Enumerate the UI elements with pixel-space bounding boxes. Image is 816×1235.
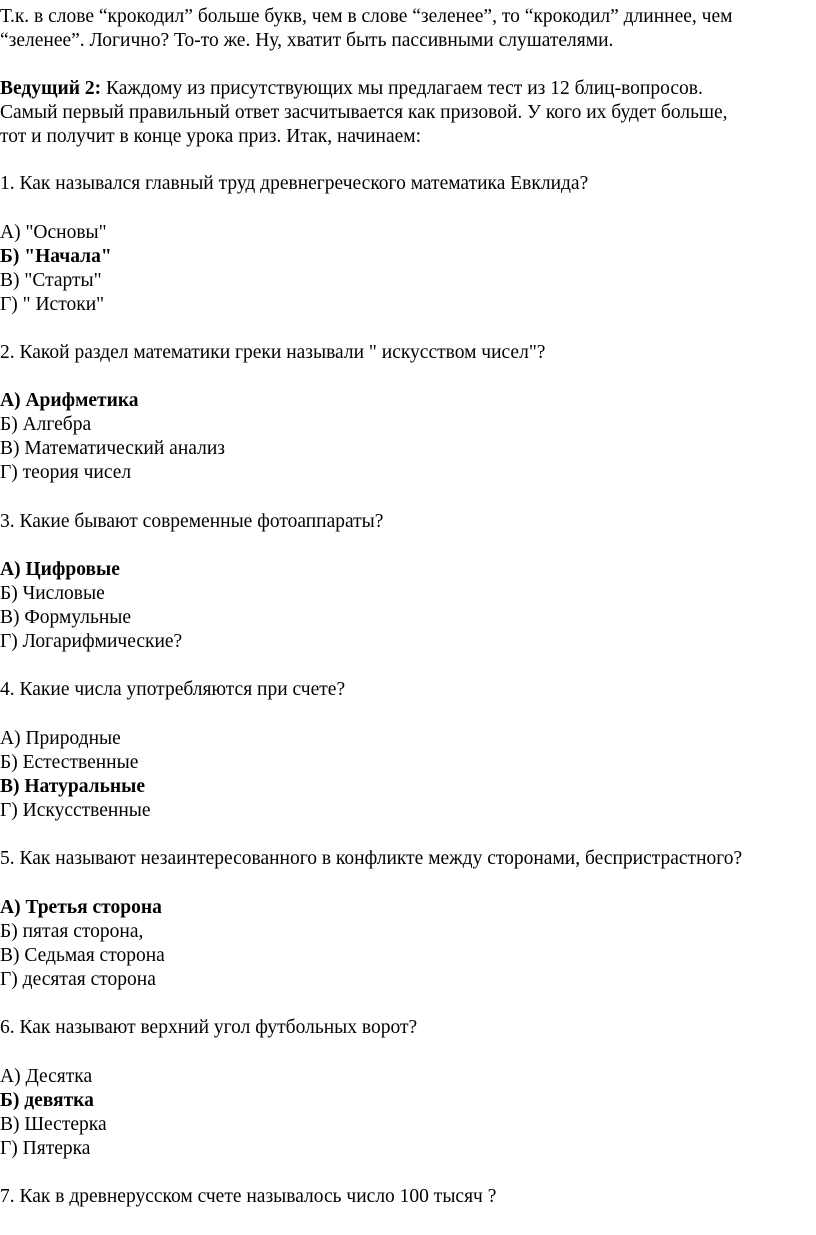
question-6-option-b-correct: Б) девятка <box>0 1090 94 1111</box>
intro-line-2: “зеленее”. Логично? То-то же. Ну, хватит быть пассивными слушателями. <box>0 30 614 51</box>
question-4-option-a: А) Природные <box>0 728 121 749</box>
question-2-option-c: В) Математический анализ <box>0 438 225 459</box>
question-5-option-b: Б) пятая сторона, <box>0 921 144 942</box>
question-4-option-d: Г) Искусственные <box>0 800 151 821</box>
question-6-option-c: В) Шестерка <box>0 1114 107 1135</box>
question-2: 2. Какой раздел математики греки называли " искусством чисел"? <box>0 342 546 363</box>
question-6-option-a: А) Десятка <box>0 1066 93 1087</box>
question-5-option-a-correct: А) Третья сторона <box>0 897 162 918</box>
question-6: 6. Как называют верхний угол футбольных ворот? <box>0 1017 418 1038</box>
question-2-option-b: Б) Алгебра <box>0 414 92 435</box>
question-1-option-c: В) "Старты" <box>0 270 102 291</box>
question-3-option-d: Г) Логарифмические? <box>0 631 183 652</box>
question-3-option-c: В) Формульные <box>0 607 132 628</box>
question-2-option-d: Г) теория чисел <box>0 462 132 483</box>
question-1: 1. Как назывался главный труд древнегреческого математика Евклида? <box>0 173 589 194</box>
question-5-option-d: Г) десятая сторона <box>0 969 156 990</box>
question-7: 7. Как в древнерусском счете называлось число 100 тысяч ? <box>0 1186 497 1207</box>
question-5-option-c: В) Седьмая сторона <box>0 945 165 966</box>
question-3-option-a-correct: А) Цифровые <box>0 559 120 580</box>
question-4: 4. Какие числа употребляются при счете? <box>0 679 346 700</box>
question-4-option-b: Б) Естественные <box>0 752 139 773</box>
question-3-option-b: Б) Числовые <box>0 583 105 604</box>
question-1-option-d: Г) " Истоки" <box>0 294 105 315</box>
host2-line-2: Самый первый правильный ответ засчитывается как призовой. У кого их будет больше, <box>0 102 728 123</box>
host2-line-1 <box>0 77 703 101</box>
intro-line-1: Т.к. в слове “крокодил” больше букв, чем в слове “зеленее”, то “крокодил” длиннее, чем <box>0 6 733 27</box>
host2-label: Ведущий 2: <box>0 78 102 99</box>
question-4-option-c-correct: В) Натуральные <box>0 776 145 797</box>
question-2-option-a-correct: А) Арифметика <box>0 390 139 411</box>
question-6-option-d: Г) Пятерка <box>0 1138 91 1159</box>
question-1-option-a: А) "Основы" <box>0 222 107 243</box>
question-1-option-b-correct: Б) "Начала" <box>0 246 112 267</box>
question-5: 5. Как называют незаинтересованного в конфликте между сторонами, беспристрастного? <box>0 848 743 869</box>
host2-line-3: тот и получит в конце урока приз. Итак, начинаем: <box>0 126 422 147</box>
question-3: 3. Какие бывают современные фотоаппараты? <box>0 511 384 532</box>
host2-line-1-text: Каждому из присутствующих мы предлагаем тест из 12 блиц-вопросов. <box>101 78 703 99</box>
